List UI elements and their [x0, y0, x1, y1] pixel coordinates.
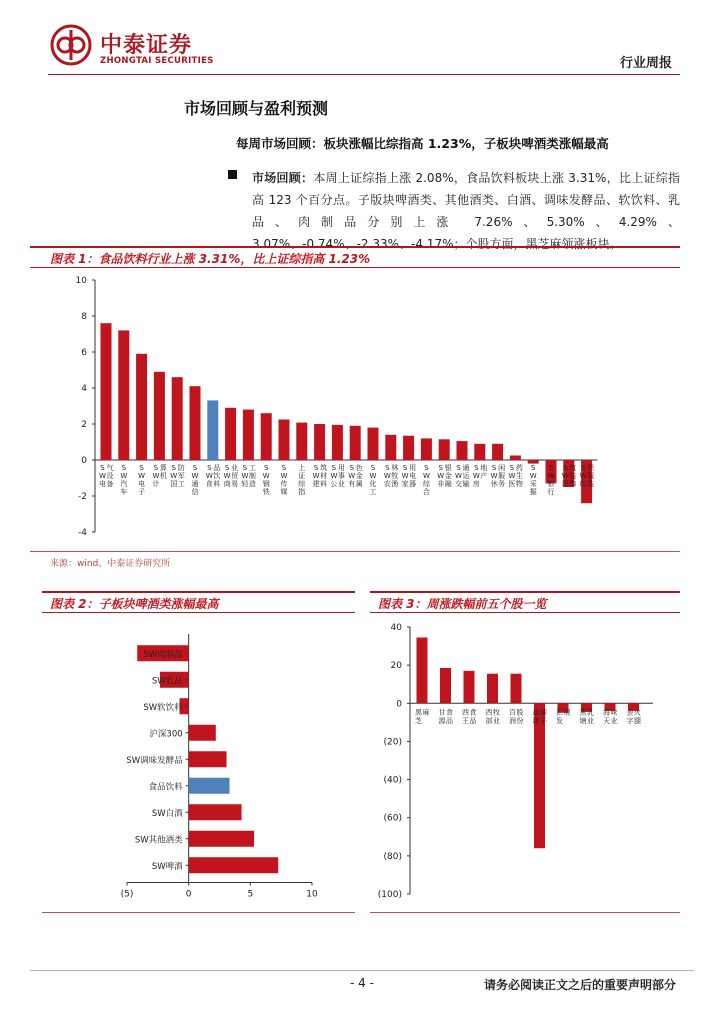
- chart1-x-label-char: 休: [490, 480, 498, 488]
- chart1-x-label-char: S: [530, 464, 536, 472]
- chart1-x-label-char: 林: [391, 464, 399, 472]
- chart3-x-label-char: 品: [446, 716, 453, 725]
- chart1-y-tick-label: -2: [78, 492, 87, 502]
- chart1-x-label-char: 传: [280, 480, 288, 488]
- chart1-x-label-char: 易: [231, 480, 239, 488]
- page-number: - 4 -: [350, 976, 374, 990]
- chart1-x-label-char: W: [223, 472, 231, 480]
- chart1-bar: [439, 439, 450, 460]
- chart1-x-label-char: S: [121, 464, 127, 472]
- chart1-x-label-char: 饮: [213, 472, 221, 480]
- chart1-bar: [279, 420, 290, 461]
- chart3-x-label-char: 润: [509, 716, 516, 725]
- chart2-bar: [189, 751, 227, 767]
- chart3-x-label-char: 汇: [556, 708, 563, 717]
- chart3-x-label-char: 津: [532, 716, 540, 725]
- chart1-x-label-char: 服: [587, 472, 595, 480]
- chart1-x-label-char: 金: [355, 472, 363, 480]
- chart3-x-label-char: 业: [587, 716, 594, 725]
- chart1-x-label-char: 防: [177, 464, 185, 472]
- logo-text-en: ZHONGTAI SECURITIES: [100, 56, 214, 66]
- chart1-x-label-char: W: [330, 472, 338, 480]
- chart2-bar: [189, 804, 242, 820]
- chart3-bar: [440, 668, 451, 703]
- logo-text-cn: 中泰证券: [100, 33, 193, 58]
- chart3-x-label-char: 业: [610, 716, 618, 725]
- chart1-x-label-char: 轻: [241, 480, 249, 488]
- fig2-bottom-rule: [42, 912, 355, 913]
- chart1-x-label-char: S: [456, 464, 461, 472]
- chart2-category-label: SW啤酒: [151, 861, 183, 872]
- chart1-x-label-char: 商: [223, 480, 231, 488]
- chart1-x-label-char: 子: [138, 488, 146, 496]
- chart1-bar: [492, 444, 503, 460]
- chart1-x-label-char: 通: [462, 464, 470, 472]
- chart1-x-label-char: 合: [422, 488, 430, 496]
- chart1-x-label-char: 产: [480, 472, 488, 480]
- chart3-x-label-char: 麻: [422, 708, 430, 717]
- chart1-x-label-char: 材: [320, 472, 328, 480]
- chart1-x-label-char: 非: [437, 480, 445, 488]
- chart1-x-label-char: 综: [422, 480, 430, 488]
- chart1-x-label-char: 服: [498, 472, 506, 480]
- chart3-x-label-char: 百: [509, 708, 516, 717]
- chart2-x-tick-label: 0: [185, 889, 192, 900]
- chart1-x-label-char: 务: [498, 480, 506, 488]
- chart1-x-label-char: W: [472, 472, 480, 480]
- chart1-x-label-char: 证: [298, 472, 306, 480]
- chart3-x-label-char: 食: [469, 708, 477, 717]
- chart1-x-label-char: W: [508, 472, 516, 480]
- chart1-x-label-char: S: [242, 464, 248, 472]
- chart1-x-label-char: W: [205, 472, 213, 480]
- chart-1-industry-returns: [40, 272, 680, 552]
- footer-divider: [30, 970, 694, 971]
- chart1-bar: [190, 386, 201, 460]
- chart2-bar: [189, 831, 254, 847]
- chart3-x-label-char: 塘: [579, 716, 587, 725]
- chart3-x-label-char: 盐: [532, 708, 540, 717]
- chart1-x-label-char: 指: [298, 488, 306, 496]
- chart1-x-label-char: 用: [337, 464, 345, 472]
- fig1-bottom-rule: [30, 551, 680, 552]
- chart3-x-label-char: 发: [556, 716, 563, 725]
- chart1-bar: [118, 330, 129, 460]
- chart3-x-label-char: 金: [626, 708, 634, 717]
- chart1-x-label-char: 国: [170, 480, 178, 488]
- chart1-bar: [385, 435, 396, 460]
- chart1-x-label-char: S: [548, 464, 554, 472]
- chart1-bar: [154, 372, 165, 460]
- chart1-x-label-char: 医: [508, 480, 516, 488]
- chart1-x-label-char: 通: [191, 480, 199, 488]
- chart3-x-label-char: 份: [516, 716, 524, 725]
- zhongtai-logo-icon: [50, 24, 92, 66]
- chart1-x-label-char: W: [547, 472, 555, 480]
- chart3-y-tick-label: (40): [383, 775, 402, 786]
- chart1-bar: [332, 425, 343, 460]
- chart1-y-tick-label: -4: [78, 528, 87, 538]
- chart3-x-label-char: 业: [493, 716, 500, 725]
- chart1-x-label-char: 制: [248, 472, 256, 480]
- chart1-x-label-char: S: [171, 464, 176, 472]
- chart2-bar: [189, 778, 230, 794]
- chart1-x-label-char: 牧: [391, 472, 399, 480]
- chart2-category-label: SW其他酒类: [134, 835, 183, 846]
- chart1-x-label-char: 上: [298, 464, 306, 472]
- chart1-x-label-char: 装: [587, 480, 595, 488]
- weekly-summary: 每周市场回顾：板块涨幅比综指高 1.23%，子板块啤酒类涨幅最高: [236, 136, 609, 151]
- chart2-category-label: 沪深300: [149, 729, 183, 740]
- chart1-x-label-char: 织: [587, 464, 595, 472]
- chart1-x-label-char: 输: [462, 480, 470, 488]
- chart3-x-label-char: 源: [438, 716, 446, 725]
- chart1-x-label-char: 汽: [120, 480, 128, 488]
- chart1-y-tick-label: 10: [75, 276, 87, 286]
- chart1-x-label-char: 器: [409, 480, 417, 488]
- bullet-icon: [228, 170, 237, 179]
- chart1-x-label-char: 纺: [579, 480, 587, 488]
- chart1-bar: [510, 456, 521, 461]
- chart1-x-label-char: S: [153, 464, 159, 472]
- chart1-x-label-char: 计: [152, 480, 160, 488]
- fig1-source: 来源：wind、中泰证券研究所: [50, 559, 171, 569]
- chart2-bar: [189, 857, 279, 873]
- chart1-x-label-char: W: [455, 472, 462, 480]
- chart1-x-label-char: W: [561, 472, 569, 480]
- chart3-x-label-char: 西: [485, 708, 493, 717]
- chart1-x-label-char: 运: [462, 472, 470, 480]
- chart1-x-label-char: S: [331, 464, 337, 472]
- chart1-bar: [136, 354, 147, 460]
- chart1-x-label-char: W: [120, 472, 128, 480]
- chart-2-subsector-returns: [42, 614, 355, 914]
- chart3-x-label-char: 甘: [438, 708, 446, 717]
- chart1-x-label-char: 媒: [280, 488, 288, 496]
- market-review-paragraph: [252, 167, 680, 255]
- chart1-x-label-char: 金: [444, 472, 452, 480]
- chart1-x-label-char: 铁: [262, 488, 270, 496]
- chart3-x-label-char: 品: [469, 716, 477, 725]
- chart1-bar: [457, 441, 468, 460]
- chart1-x-label-char: 银: [444, 464, 452, 472]
- chart1-bar: [403, 436, 414, 460]
- chart2-x-tick-label: 10: [306, 889, 318, 900]
- chart1-x-label-char: 筑: [569, 464, 577, 472]
- chart1-x-label-char: 筑: [320, 464, 328, 472]
- chart1-x-label-char: S: [100, 464, 105, 472]
- chart1-x-label-char: 药: [515, 464, 523, 472]
- chart1-bar: [421, 438, 432, 460]
- chart3-x-label-char: 海: [603, 708, 610, 717]
- chart1-x-label-char: 化: [369, 480, 377, 488]
- chart1-x-label-char: 品: [213, 464, 221, 472]
- chart1-x-label-char: 钢: [262, 480, 270, 488]
- chart1-x-label-char: 物: [515, 480, 523, 488]
- chart1-bar: [225, 408, 236, 460]
- header-divider: [48, 74, 680, 75]
- chart3-x-label-char: 味: [610, 708, 618, 717]
- chart1-x-label-char: 电: [409, 472, 417, 480]
- chart1-x-label-char: 家: [401, 480, 409, 488]
- chart1-x-label-char: 行: [547, 488, 555, 496]
- chart1-x-label-char: S: [263, 464, 269, 472]
- chart3-y-tick-label: (60): [383, 813, 402, 824]
- chart3-bar: [534, 703, 545, 848]
- chart1-x-label-char: S: [313, 464, 319, 472]
- chart1-x-label-char: S: [563, 464, 568, 472]
- chart1-y-tick-label: 8: [81, 312, 87, 322]
- chart1-x-label-char: 农: [383, 480, 391, 488]
- chart1-x-label-char: S: [474, 464, 479, 472]
- chart1-x-label-char: W: [490, 472, 498, 480]
- disclaimer: 请务必阅读正文之后的重要声明部分: [483, 978, 676, 992]
- chart3-y-tick-label: 0: [396, 699, 402, 710]
- chart1-x-label-char: 属: [355, 480, 363, 488]
- chart3-y-tick-label: 40: [390, 623, 402, 633]
- fig3-title: 图表 3：周涨跌幅前五个股一览: [378, 597, 547, 611]
- chart1-x-label-char: W: [369, 472, 377, 480]
- chart2-x-tick-label: 5: [247, 889, 254, 900]
- fig3-bottom-rule: [370, 912, 680, 913]
- chart1-x-label-char: 算: [159, 464, 167, 472]
- chart2-category-label: SW软饮料: [143, 702, 183, 713]
- chart3-x-label-char: 部: [485, 716, 493, 725]
- chart1-x-label-char: 采: [529, 480, 537, 488]
- chart1-x-label-char: W: [262, 472, 270, 480]
- chart3-x-label-char: 芝: [415, 716, 422, 725]
- section-title: 市场回顾与盈利预测: [184, 99, 329, 118]
- chart3-x-label-char: 牧: [493, 708, 500, 717]
- chart1-y-tick-label: 2: [81, 420, 87, 430]
- chart1-x-label-char: W: [383, 472, 391, 480]
- chart1-x-label-char: 工: [369, 488, 377, 496]
- fig1-title: 图表 1：食品饮料行业上涨 3.31%，比上证综指高 1.23%: [50, 252, 371, 266]
- chart1-y-tick-label: 6: [81, 348, 87, 358]
- chart1-x-label-char: 事: [337, 472, 345, 480]
- chart1-x-label-char: 色: [355, 464, 363, 472]
- chart1-x-label-char: S: [385, 464, 390, 472]
- chart1-bar: [350, 426, 361, 460]
- chart1-x-label-char: S: [349, 464, 354, 472]
- chart1-x-label-char: 建: [561, 480, 569, 488]
- chart2-x-tick-label: (5): [120, 889, 134, 900]
- chart1-x-label-char: W: [348, 472, 356, 480]
- chart1-x-label-char: 交: [455, 480, 462, 488]
- chart3-x-label-char: 展: [563, 708, 571, 717]
- chart1-x-label-char: 业: [231, 464, 239, 472]
- chart1-x-label-char: 掘: [529, 488, 537, 496]
- chart1-x-label-char: 料: [320, 480, 328, 488]
- chart3-x-label-char: 子: [540, 716, 547, 725]
- chart3-x-label-char: 王: [462, 716, 469, 725]
- chart1-x-label-char: S: [491, 464, 497, 472]
- chart3-x-label-char: 股: [516, 708, 524, 717]
- chart1-y-tick-label: 4: [81, 384, 87, 394]
- chart1-x-label-char: S: [281, 464, 287, 472]
- chart3-bar: [511, 674, 522, 704]
- chart1-x-label-char: 综: [298, 480, 306, 488]
- chart1-x-label-char: 电: [99, 480, 106, 488]
- chart1-x-label-char: 装: [569, 472, 577, 480]
- chart1-x-label-char: 气: [106, 464, 114, 472]
- chart3-x-label-char: 燕: [579, 708, 587, 717]
- chart1-x-label-char: W: [312, 472, 320, 480]
- chart1-bar: [261, 413, 272, 460]
- chart3-x-label-char: 西: [462, 708, 469, 717]
- chart1-x-label-char: 造: [248, 480, 256, 488]
- chart1-x-label-char: S: [438, 464, 443, 472]
- chart1-bar: [474, 444, 485, 460]
- chart1-x-label-char: 银: [547, 480, 555, 488]
- chart1-x-label-char: S: [370, 464, 376, 472]
- chart1-bar: [172, 377, 183, 460]
- chart1-x-label-char: 电: [138, 480, 146, 488]
- chart3-y-tick-label: 20: [390, 661, 402, 672]
- chart1-x-label-char: S: [580, 464, 586, 472]
- chart1-x-label-char: 公: [330, 480, 338, 488]
- chart1-x-label-char: S: [509, 464, 515, 472]
- chart-3-top-stocks: [370, 614, 680, 914]
- chart1-bar: [101, 323, 112, 460]
- chart1-y-tick-label: 0: [81, 456, 87, 466]
- chart1-x-label-char: 设: [106, 472, 114, 480]
- chart1-x-label-char: S: [424, 464, 429, 472]
- chart3-y-tick-label: (20): [383, 737, 402, 748]
- chart1-x-label-char: W: [241, 472, 249, 480]
- chart1-x-label-char: S: [139, 464, 144, 472]
- chart2-category-label: SW白酒: [151, 808, 183, 819]
- chart2-category-label: SW调味发酵品: [126, 755, 183, 766]
- chart3-bar: [417, 637, 428, 703]
- chart2-category-label: 食品饮料: [148, 782, 183, 793]
- chart1-x-label-char: 军: [177, 472, 185, 480]
- paragraph-lead: 市场回顾：: [252, 171, 314, 185]
- chart1-x-label-char: 工: [248, 464, 256, 472]
- paragraph-body: 本周上证综指上涨 2.08%，食品饮料板块上涨 3.31%，比上证综指高 123 个百分点。子版块啤酒类、其他酒类、白酒、调味发酵品、软饮料、乳品、肉制品分别上涨 7.26%、5.30%、4.29%、3.07%、-0.74%、-2.33%、-4.17%；个股方面，黑芝麻领涨板块。: [252, 171, 680, 251]
- chart1-bar: [296, 423, 307, 460]
- chart3-x-label-char: 食: [446, 708, 453, 717]
- chart1-x-label-char: S: [224, 464, 230, 472]
- chart1-x-label-char: W: [437, 472, 445, 480]
- chart1-x-label-char: W: [579, 472, 587, 480]
- chart1-x-label-char: W: [280, 472, 288, 480]
- chart1-x-label-char: 车: [120, 488, 128, 496]
- chart2-bar: [189, 725, 216, 741]
- chart1-x-label-char: W: [401, 472, 409, 480]
- chart1-x-label-char: 房: [472, 480, 480, 488]
- chart1-bar: [368, 428, 379, 460]
- chart1-x-label-char: W: [422, 472, 430, 480]
- chart1-x-label-char: 渔: [391, 480, 399, 488]
- chart1-x-label-char: 贸: [231, 472, 239, 480]
- chart3-x-label-char: 天: [603, 716, 610, 725]
- chart1-x-label-char: S: [402, 464, 408, 472]
- chart1-x-label-char: 闲: [498, 464, 506, 472]
- chart1-bar: [207, 400, 218, 460]
- chart3-x-label-char: 火: [634, 708, 641, 717]
- chart3-bar: [464, 671, 475, 703]
- chart1-x-label-char: 备: [106, 480, 114, 488]
- chart1-x-label-char: W: [152, 472, 160, 480]
- page-header: [0, 0, 724, 80]
- chart3-y-tick-label: (100): [377, 890, 402, 900]
- chart1-x-label-char: 建: [312, 480, 320, 488]
- chart2-category-label: SW肉制品: [143, 649, 183, 660]
- chart2-category-label: SW乳品: [151, 676, 183, 687]
- chart1-x-label-char: 饰: [569, 480, 577, 488]
- chart1-x-label-char: 有: [348, 480, 356, 488]
- chart3-bar: [487, 674, 498, 704]
- chart1-bar: [314, 424, 325, 460]
- chart1-bar: [243, 410, 254, 460]
- fig2-title: 图表 2：子板块啤酒类涨幅最高: [50, 597, 219, 611]
- chart1-x-label-char: 用: [409, 464, 417, 472]
- chart3-x-label-char: 铺: [540, 708, 547, 717]
- chart1-x-label-char: 料: [213, 480, 221, 488]
- chart3-y-tick-label: (80): [383, 851, 402, 862]
- chart1-x-label-char: S: [192, 464, 198, 472]
- chart1-x-label-char: 生: [515, 472, 523, 480]
- chart1-x-label-char: W: [191, 472, 199, 480]
- chart1-x-label-char: 机: [159, 472, 167, 480]
- chart1-x-label-char: 信: [191, 488, 199, 496]
- chart3-x-label-char: 字: [626, 716, 634, 725]
- chart1-x-label-char: W: [170, 472, 178, 480]
- chart3-x-label-char: 乳: [587, 708, 594, 717]
- chart1-x-label-char: 地: [480, 464, 488, 472]
- chart3-x-label-char: 黑: [415, 708, 422, 717]
- chart1-x-label-char: 业: [337, 480, 345, 488]
- report-type: 行业周报: [619, 56, 672, 71]
- chart3-x-label-char: 腿: [634, 716, 641, 725]
- chart1-x-label-char: S: [207, 464, 212, 472]
- chart1-x-label-char: W: [138, 472, 146, 480]
- chart1-x-label-char: W: [529, 472, 537, 480]
- chart1-x-label-char: 食: [205, 480, 213, 488]
- chart1-x-label-char: 融: [444, 480, 452, 488]
- chart1-x-label-char: W: [99, 472, 106, 480]
- chart1-x-label-char: 工: [177, 480, 185, 488]
